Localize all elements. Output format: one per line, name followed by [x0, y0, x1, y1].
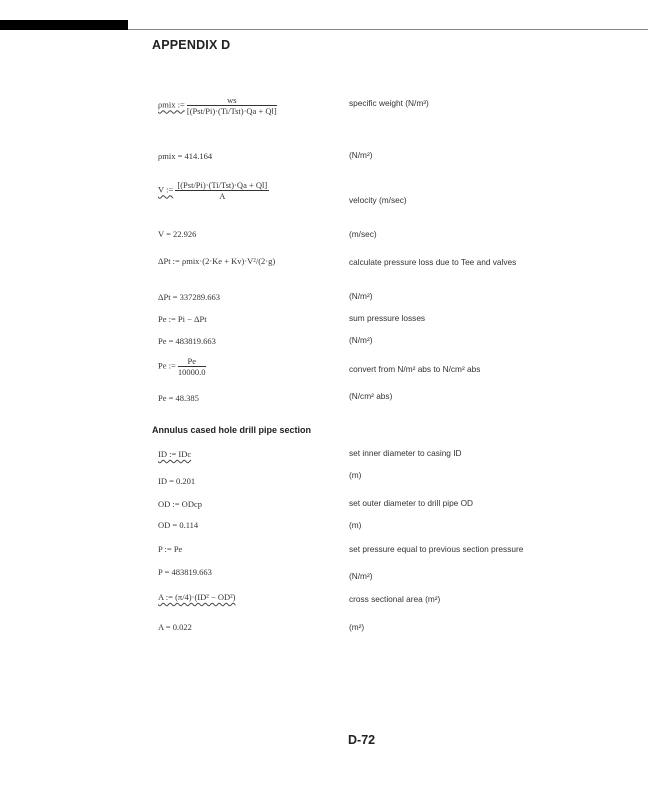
- rho-mix-lhs: ρmix :=: [158, 99, 185, 110]
- rho-mix-fraction: [187, 95, 277, 116]
- velocity-lhs: V :=: [158, 184, 174, 195]
- pe-conversion-lhs: Pe :=: [158, 360, 176, 371]
- desc-nm2-1: (N/m²): [349, 150, 373, 160]
- od-value: OD = 0.114: [158, 520, 199, 530]
- desc-nm2-4: (N/m²): [349, 571, 373, 581]
- pe-formula: Pe := Pi − ΔPt: [158, 314, 207, 324]
- desc-set-outer: set outer diameter to drill pipe OD: [349, 498, 474, 508]
- id-formula-text: ID := IDc: [158, 449, 192, 459]
- area-value: A = 0.022: [158, 622, 192, 632]
- velocity-denominator: A: [219, 191, 226, 201]
- desc-velocity: velocity (m/sec): [349, 195, 407, 205]
- desc-nm2-2: (N/m²): [349, 291, 373, 301]
- appendix-title: APPENDIX D: [152, 38, 231, 52]
- area-formula: [158, 592, 236, 602]
- p-value: P = 483819.663: [158, 567, 212, 577]
- section-title: Annulus cased hole drill pipe section: [152, 425, 312, 435]
- pressure-loss-formula: ΔPt := ρmix·(2·Ke + Kv)·V²/(2·g): [158, 256, 276, 266]
- rho-mix-value: ρmix = 414.164: [158, 151, 213, 161]
- velocity-fraction: [175, 180, 269, 201]
- pe-conversion-value: Pe = 48.385: [158, 393, 199, 403]
- desc-specific-weight: specific weight (N/m³): [349, 98, 429, 108]
- desc-m-1: (m): [349, 470, 362, 480]
- desc-m-2: (m): [349, 520, 362, 530]
- pe-conversion-fraction: [178, 356, 206, 377]
- rho-mix-denominator: [(Pst/Pi)·(Ti/Tst)·Qa + Ql]: [186, 106, 277, 116]
- desc-ncm2: (N/cm² abs): [349, 391, 393, 401]
- header-rule: [128, 29, 648, 30]
- pressure-loss-value: ΔPt = 337289.663: [158, 292, 220, 302]
- desc-sum-loss: sum pressure losses: [349, 313, 426, 323]
- velocity-numerator: [(Pst/Pi)·(Ti/Tst)·Qa + Ql]: [177, 180, 268, 190]
- pe-conversion-formula: [158, 356, 206, 377]
- od-formula: OD := ODcp: [158, 499, 202, 509]
- desc-cross-area: cross sectional area (m²): [349, 594, 441, 604]
- desc-m2: (m²): [349, 622, 365, 632]
- pe-conversion-denominator: 10000.0: [177, 367, 206, 377]
- velocity-value: V = 22.926: [158, 229, 197, 239]
- header-bar: [0, 20, 128, 30]
- desc-nm2-3: (N/m²): [349, 335, 373, 345]
- pe-conversion-numerator: Pe: [178, 356, 206, 367]
- id-value: ID = 0.201: [158, 476, 196, 486]
- page-number: D-72: [348, 733, 376, 747]
- pe-value: Pe = 483819.663: [158, 336, 216, 346]
- id-formula: [158, 449, 191, 459]
- p-formula: P := Pe: [158, 544, 183, 554]
- velocity-formula: [158, 180, 269, 201]
- desc-convert: convert from N/m² abs to N/cm² abs: [349, 364, 481, 374]
- desc-set-pressure: set pressure equal to previous section pressure: [349, 544, 524, 554]
- rho-mix-numerator: ws: [187, 95, 277, 106]
- rho-mix-formula: [158, 95, 277, 116]
- desc-msec: (m/sec): [349, 229, 377, 239]
- area-formula-text: A := (π/4)·(ID² − OD²): [158, 592, 236, 602]
- desc-set-inner: set inner diameter to casing ID: [349, 448, 462, 458]
- desc-pressure-loss: calculate pressure loss due to Tee and valves: [349, 257, 517, 267]
